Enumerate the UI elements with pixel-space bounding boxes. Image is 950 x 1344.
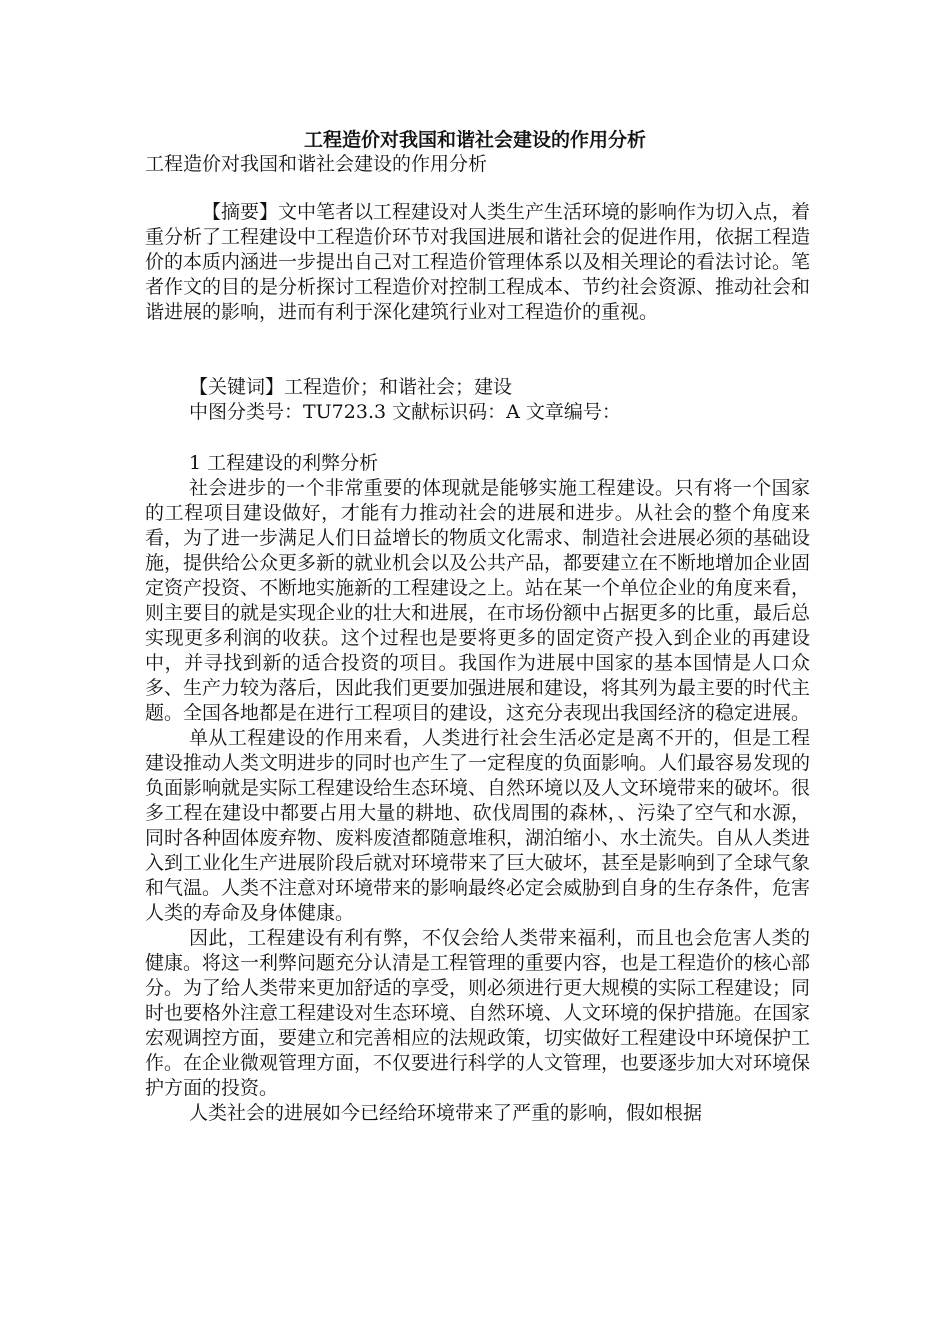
paragraph: 社会进步的一个非常重要的体现就是能够实施工程建设。只有将一个国家的工程项目建设做好，才能有力推动社会的进展和进步。从社会的整个角度来看，为了进一步满足人们日益增长的物质文化需求、制造社会进展必须的基础设施，提供给公众更多新的就业机会以及公共产品，都要建立在不断地增加企业固定资产投资、不断地实施新的工程建设之上。站在某一个单位企业的角度来看，则主要目的就是实现企业的壮大和进展，在市场份额中占据更多的比重，最后总实现更多利润的收获。这个过程也是要将更多的固定资产投入到企业的再建设中，并寻找到新的适合投资的项目。我国作为进展中国家的基本国情是人口众多、生产力较为落后，因此我们更要加强进展和建设，将其列为最主要的时代主题。全国各地都是在进行工程项目的建设，这充分表现出我国经济的稳定进展。 [145,477,811,724]
section-1 [145,451,810,1126]
abstract-text: 【摘要】文中笔者以工程建设对人类生产生活环境的影响作为切入点，着重分析了工程建设中工程造价环节对我国进展和谐社会的促进作用，依据工程造价的本质内涵进一步提出自己对工程造价管理体系以及相关理论的看法讨论。笔者作文的目的是分析探讨工程造价对控制工程成本、节约社会资源、推动社会和谐进展的影响，进而有利于深化建筑行业对工程造价的重视。 [145,201,811,323]
classification-text: 中图分类号：TU723.3 文献标识码：A 文章编号： [189,401,621,423]
document-title: 工程造价对我国和谐社会建设的作用分析 [303,129,646,151]
keywords-block [145,375,810,425]
paragraph: 人类社会的进展如今已经给环境带来了严重的影响，假如根据 [189,1102,703,1124]
paragraph: 因此，工程建设有利有弊，不仅会给人类带来福利，而且也会危害人类的健康。将这一利弊问题充分认清是工程管理的重要内容，也是工程造价的核心部分。为了给人类带来更加舒适的享受，则必须进行更大规模的实际工程建设；同时也要格外注意工程建设对生态环境、自然环境、人文环境的保护措施。在国家宏观调控方面，要建立和完善相应的法规政策，切实做好工程建设中环境保护工作。在企业微观管理方面，不仅要进行科学的人文管理，也要逐步加大对环境保护方面的投资。 [145,927,811,1099]
abstract-block [145,200,810,325]
section-heading: 1 工程建设的利弊分析 [189,452,379,474]
keywords-text: 【关键词】工程造价；和谐社会；建设 [189,376,513,398]
paragraph: 单从工程建设的作用来看，人类进行社会生活必定是离不开的，但是工程建设推动人类文明进步的同时也产生了一定程度的负面影响。人们最容易发现的负面影响就是实际工程建设给生态环境、自然环境以及人文环境带来的破坏。很多工程在建设中都要占用大量的耕地、砍伐周围的森林，、污染了空气和水源，同时各种固体废弃物、废料废渣都随意堆积，湖泊缩小、水土流失。自从人类进入到工业化生产进展阶段后就对环境带来了巨大破坏，甚至是影响到了全球气象和气温。人类不注意对环境带来的影响最终必定会威胁到自身的生存条件，危害人类的寿命及身体健康。 [145,727,811,924]
document-subtitle: 工程造价对我国和谐社会建设的作用分析 [145,153,488,175]
